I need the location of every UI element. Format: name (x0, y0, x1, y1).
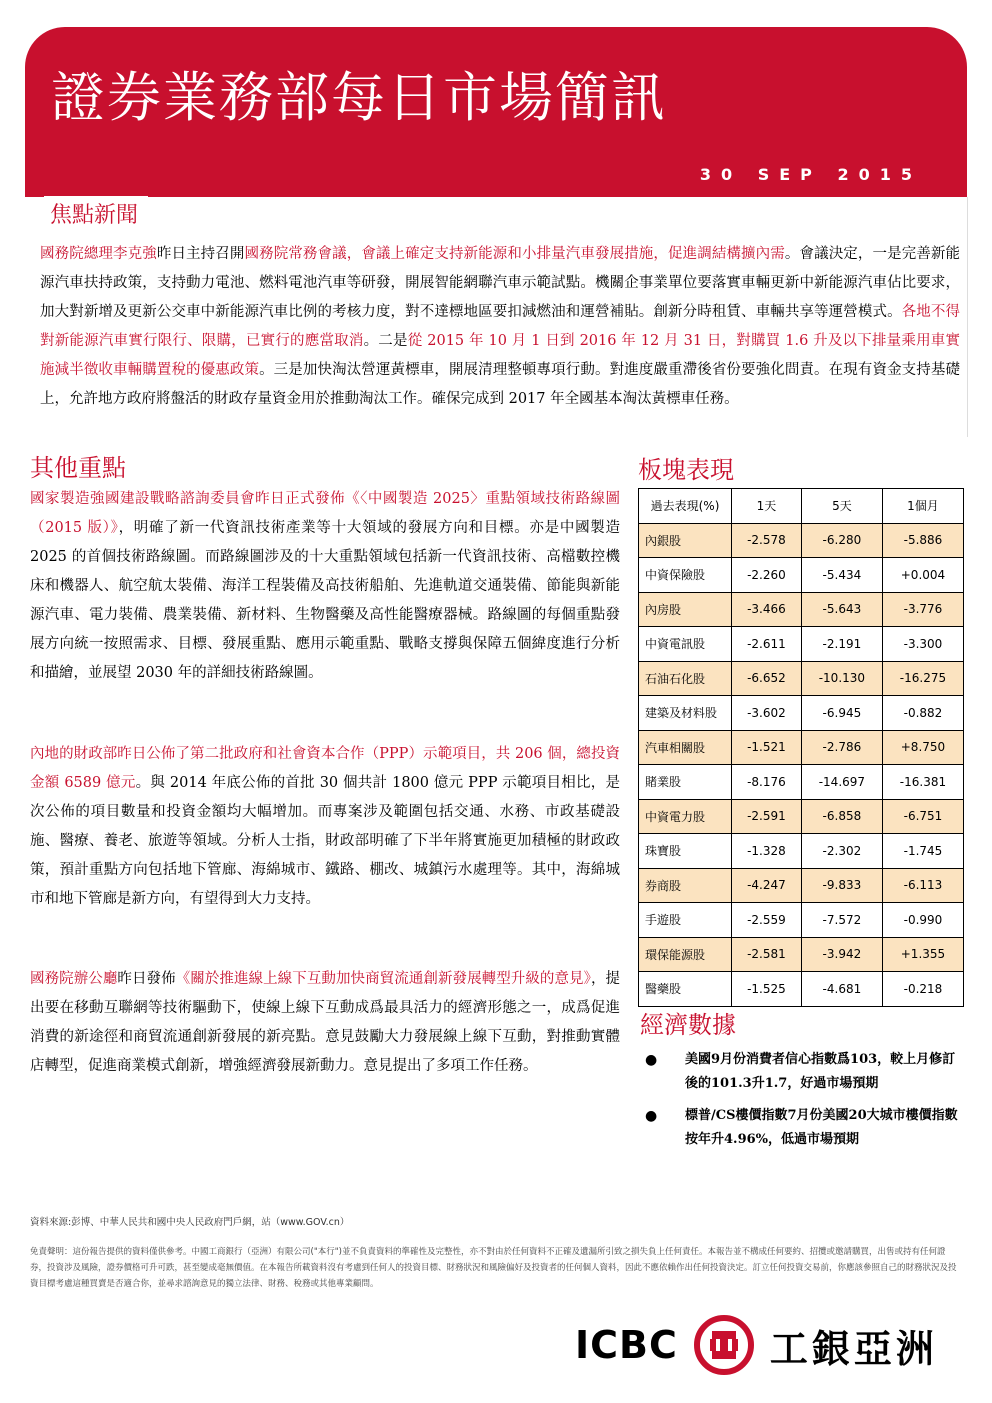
body-text: 。會議決定，一是完善新能源汽車扶持政策，支持動力電池、燃料電池汽車等研發，開展智能網聯汽車示範試點。機關企事業單位要落實車輛更新中新能源汽車佔比要求，加大對新增及更新公交車中新能源汽車比例的考核力度，對不達標地區要扣減燃油和運營補貼。創新分時租賃、車輛共享等運營模式。 (40, 246, 961, 320)
cell-name: 賭業股 (639, 765, 732, 800)
data-source: 資料來源:彭博、中華人民共和國中央人民政府門戶網，站（www.GOV.cn） (30, 1217, 350, 1228)
focus-news-heading: 焦點新聞 (44, 196, 148, 233)
cell-change-1m: -0.218 (882, 972, 963, 1007)
cell-change-1d: -6.652 (732, 661, 802, 696)
cell-change-1d: -3.602 (732, 696, 802, 731)
table-row (639, 592, 964, 627)
cell-name: 內房股 (639, 592, 732, 627)
table-row (639, 627, 964, 662)
table-row (639, 661, 964, 696)
cell-name: 內銀股 (639, 523, 732, 558)
table-row (639, 937, 964, 972)
other-highlight-item (30, 485, 620, 688)
cell-change-1d: -8.176 (732, 765, 802, 800)
cell-change-1m: +8.750 (882, 730, 963, 765)
table-row (639, 765, 964, 800)
cell-change-5d: -9.833 (801, 868, 882, 903)
column-header: 1天 (732, 489, 802, 524)
column-header: 過去表現(%) (639, 489, 732, 524)
cell-name: 汽車相關股 (639, 730, 732, 765)
cell-name: 中資電力股 (639, 799, 732, 834)
other-highlight-item (30, 965, 620, 1081)
cell-change-5d: -10.130 (801, 661, 882, 696)
bullet-icon: ● (645, 1052, 658, 1068)
cell-change-5d: -2.191 (801, 627, 882, 662)
economic-data-heading: 經濟數據 (640, 1011, 736, 1039)
body-text: ，提出要在移動互聯網等技術驅動下，使線上線下互動成爲最具活力的經濟形態之一，成爲促進消費的新途徑和商貿流通創新發展的新亮點。意見鼓勵大力發展線上線下互動，對推動實體店轉型，促進商業模式創新，增強經濟發展新動力。意見提出了多項工作任務。 (30, 971, 621, 1074)
cell-change-1m: -6.113 (882, 868, 963, 903)
cell-change-5d: -5.434 (801, 558, 882, 593)
cell-change-5d: -6.858 (801, 799, 882, 834)
cell-change-1d: -3.466 (732, 592, 802, 627)
table-row (639, 868, 964, 903)
logo-chinese: 工銀亞洲 (769, 1326, 938, 1371)
highlight-text: 國務院常務會議，會議上確定支持新能源和小排量汽車發展措施，促進調結構擴內需 (244, 246, 785, 262)
table-header-row (639, 489, 964, 524)
table-row (639, 834, 964, 869)
highlight-text: 國務院辦公廳 (30, 971, 118, 987)
cell-name: 環保能源股 (639, 937, 732, 972)
table-row (639, 523, 964, 558)
economic-data-text: 標普/CS樓價指數7月份美國20大城市樓價指數按年升4.96%，低過市場預期 (685, 1108, 958, 1147)
list-item (645, 1048, 965, 1096)
cell-change-1m: -3.776 (882, 592, 963, 627)
table-row (639, 730, 964, 765)
cell-change-1m: -3.300 (882, 627, 963, 662)
cell-change-1d: -1.328 (732, 834, 802, 869)
other-highlights-heading: 其他重點 (30, 454, 126, 482)
company-logo (575, 1315, 938, 1375)
cell-change-1m: -0.882 (882, 696, 963, 731)
cell-name: 中資保險股 (639, 558, 732, 593)
cell-name: 珠寶股 (639, 834, 732, 869)
cell-change-5d: -3.942 (801, 937, 882, 972)
body-text: 。與 2014 年底公佈的首批 30 個共計 1800 億元 PPP 示範項目相比，是次公佈的項目數量和投資金額均大幅增加。而專案涉及範圍包括交通、水務、市政基礎設施、醫療、養老、旅遊等領域。分析人士指，財政部明確了下半年將實施更加積極的財政政策，預計重點方向包括地下管廊、海綿城市、鐵路、棚改、城鎮污水處理等。其中，海綿城市和地下管廊是新方向，有望得到大力支持。 (30, 775, 620, 907)
cell-change-1m: +0.004 (882, 558, 963, 593)
body-text: 。二是 (363, 333, 408, 349)
cell-change-1d: -2.581 (732, 937, 802, 972)
cell-change-5d: -2.302 (801, 834, 882, 869)
cell-change-1m: -0.990 (882, 903, 963, 938)
cell-change-1m: -6.751 (882, 799, 963, 834)
cell-name: 石油石化股 (639, 661, 732, 696)
focus-news-paragraph (40, 240, 960, 414)
cell-change-1m: -16.381 (882, 765, 963, 800)
table-row (639, 903, 964, 938)
header-banner (25, 27, 967, 197)
cell-name: 券商股 (639, 868, 732, 903)
cell-name: 中資電訊股 (639, 627, 732, 662)
cell-change-5d: -6.945 (801, 696, 882, 731)
report-date: 30 SEP 2015 (699, 165, 922, 184)
cell-name: 醫藥股 (639, 972, 732, 1007)
icbc-emblem-icon (692, 1313, 756, 1377)
cell-change-5d: -5.643 (801, 592, 882, 627)
cell-change-5d: -6.280 (801, 523, 882, 558)
cell-name: 手遊股 (639, 903, 732, 938)
cell-change-1d: -2.611 (732, 627, 802, 662)
cell-change-1d: -2.260 (732, 558, 802, 593)
bullet-icon: ● (645, 1108, 658, 1124)
cell-change-5d: -2.786 (801, 730, 882, 765)
body-text: 昨日主持召開 (156, 246, 245, 262)
table-row (639, 558, 964, 593)
column-header: 1個月 (882, 489, 963, 524)
column-header: 5天 (801, 489, 882, 524)
body-text: 。三是加快淘汰營運黃標車，開展清理整頓專項行動。對進度嚴重滯後省份要強化問責。在現有資金支持基礎上，允許地方政府將盤活的財政存量資金用於推動淘汰工作。確保完成到 2017 年全國基本淘汰黃標車任務。 (40, 362, 961, 407)
cell-change-1m: -1.745 (882, 834, 963, 869)
table-row (639, 696, 964, 731)
highlight-text: 各地不得對新能源汽車實行限行、限購，已實行的應當取消 (40, 304, 961, 349)
disclaimer: 免責聲明：這份報告提供的資料僅供參考。中國工商銀行（亞洲）有限公司("本行")並不負責資料的準確性及完整性，亦不對由於任何資料不正確及遺漏所引致之損失負上任何責任。本報告並不構成任何要約、招攬或邀請購買，出售或持有任何證券，投資涉及風險，證券價格可升可跌，甚至變成毫無價值。在本報告所載資料沒有考慮到任何人的投資目標、財務狀況和風險偏好及投資者的任何個人資料，因此不應依賴作出任何投資決定。訂立任何投資交易前，你應該參照自己的財務狀況及投資目標考慮這種買賣是否適合你，並尋求諮詢意見的獨立法律、財務、稅務或其他專業顧問。 (30, 1247, 957, 1289)
highlight-text: 《關於推進線上線下互動加快商貿流通創新發展轉型升級的意見》 (175, 971, 591, 987)
table-row (639, 972, 964, 1007)
cell-change-1d: -2.578 (732, 523, 802, 558)
cell-change-1d: -1.521 (732, 730, 802, 765)
highlight-text: 從 2015 年 10 月 1 日到 2016 年 12 月 31 日，對購買 1.6 升及以下排量乘用車實施減半徵收車輛購置稅的優惠政策 (40, 333, 961, 378)
cell-change-1d: -2.591 (732, 799, 802, 834)
cell-change-5d: -4.681 (801, 972, 882, 1007)
cell-change-1m: -16.275 (882, 661, 963, 696)
sector-performance-heading: 板塊表現 (638, 456, 734, 484)
cell-change-1m: -5.886 (882, 523, 963, 558)
body-text: 昨日發佈 (117, 971, 176, 987)
cell-change-1d: -1.525 (732, 972, 802, 1007)
body-text: ，明確了新一代資訊技術產業等十大領域的發展方向和目標。亦是中國製造 2025 的首個技術路線圖。而路線圖涉及的十大重點領域包括新一代資訊技術、高檔數控機床和機器人、航空航太裝備、海洋工程裝備及高技術船舶、先進軌道交通裝備、節能與新能源汽車、電力裝備、農業裝備、新材料、生物醫藥及高性能醫療器械。路線圖的每個重點發展方向統一按照需求、目標、發展重點、應用示範重點、戰略支撐與保障五個緯度進行分析和描繪，並展望 2030 年的詳細技術路線圖。 (30, 520, 620, 681)
cell-change-1m: +1.355 (882, 937, 963, 972)
cell-change-5d: -14.697 (801, 765, 882, 800)
cell-change-1d: -2.559 (732, 903, 802, 938)
highlight-text: 國家製造強國建設戰略諮詢委員會昨日正式發佈《〈中國製造 2025〉重點領域技術路線圖（2015 版）》 (30, 491, 620, 536)
cell-change-1d: -4.247 (732, 868, 802, 903)
highlight-text: 內地的財政部昨日公佈了第二批政府和社會資本合作（PPP）示範項目，共 206 個，總投資金額 6589 億元 (30, 746, 620, 791)
other-highlight-item (30, 740, 620, 914)
sector-performance-table (638, 488, 964, 1007)
cell-name: 建築及材料股 (639, 696, 732, 731)
list-item (645, 1104, 965, 1152)
economic-data-text: 美國9月份消費者信心指數爲103，較上月修訂後的101.3升1.7，好過市場預期 (685, 1052, 956, 1091)
cell-change-5d: -7.572 (801, 903, 882, 938)
highlight-text: 國務院總理李克強 (40, 246, 157, 262)
page-title: 證券業務部每日市場簡訊 (51, 66, 667, 129)
economic-data-list (645, 1048, 965, 1160)
table-row (639, 799, 964, 834)
logo-english: ICBC (575, 1323, 678, 1367)
